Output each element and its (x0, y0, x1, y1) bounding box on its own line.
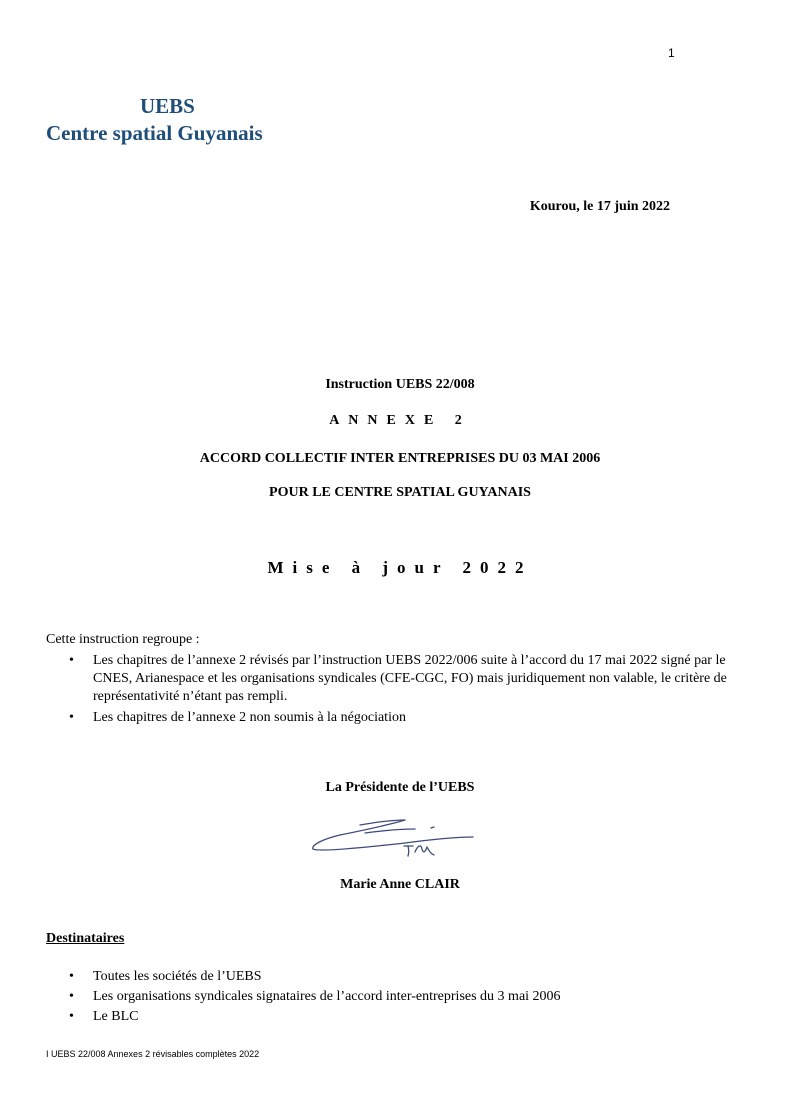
update-title: Mise à jour 2022 (267, 558, 533, 577)
bullet-icon: • (69, 969, 74, 984)
intro-text: Cette instruction regroupe : (46, 632, 200, 647)
page-footer: I UEBS 22/008 Annexes 2 révisables complètes 2022 (46, 1049, 260, 1059)
list-item (46, 652, 766, 706)
accord-title: ACCORD COLLECTIF INTER ENTREPRISES DU 03 MAI 2006 (199, 451, 601, 466)
list-item (46, 968, 766, 986)
list-item (46, 1008, 766, 1026)
signer-title: La Présidente de l’UEBS (325, 780, 475, 795)
instruction-reference: Instruction UEBS 22/008 (325, 377, 475, 392)
place-date: Kourou, le 17 juin 2022 (529, 199, 670, 214)
annexe-title: ANNEXE 2 (329, 413, 471, 428)
bullet-icon: • (69, 1009, 74, 1024)
intro-list (46, 652, 766, 727)
list-item-text: Le BLC (93, 1009, 139, 1024)
signer-name: Marie Anne CLAIR (340, 877, 460, 892)
list-item-text: Les chapitres de l’annexe 2 non soumis à la négociation (93, 710, 406, 725)
recipients-list (46, 968, 766, 1028)
list-item-text: Les chapitres de l’annexe 2 révisés par l’instruction UEBS 2022/006 suite à l’accord du 17 mai 2022 signé par le CNES, Arianespace et les organisations syndicales (CFE-CGC, FO) mais juridiquement non valable, le critère de représentativité n’étant pas rempli. (93, 653, 727, 704)
org-subtitle: Centre spatial Guyanais (46, 121, 263, 145)
bullet-icon: • (69, 653, 74, 668)
org-name: UEBS (140, 94, 195, 118)
recipients-heading: Destinataires (46, 931, 125, 946)
handwritten-signature (305, 812, 480, 862)
list-item-text: Les organisations syndicales signataires de l’accord inter-entreprises du 3 mai 2006 (93, 989, 561, 1004)
list-item-text: Toutes les sociétés de l’UEBS (93, 969, 262, 984)
list-item (46, 988, 766, 1006)
bullet-icon: • (69, 710, 74, 725)
list-item (46, 709, 766, 727)
bullet-icon: • (69, 989, 74, 1004)
centre-title: POUR LE CENTRE SPATIAL GUYANAIS (269, 485, 531, 500)
page-number: 1 (668, 46, 675, 60)
